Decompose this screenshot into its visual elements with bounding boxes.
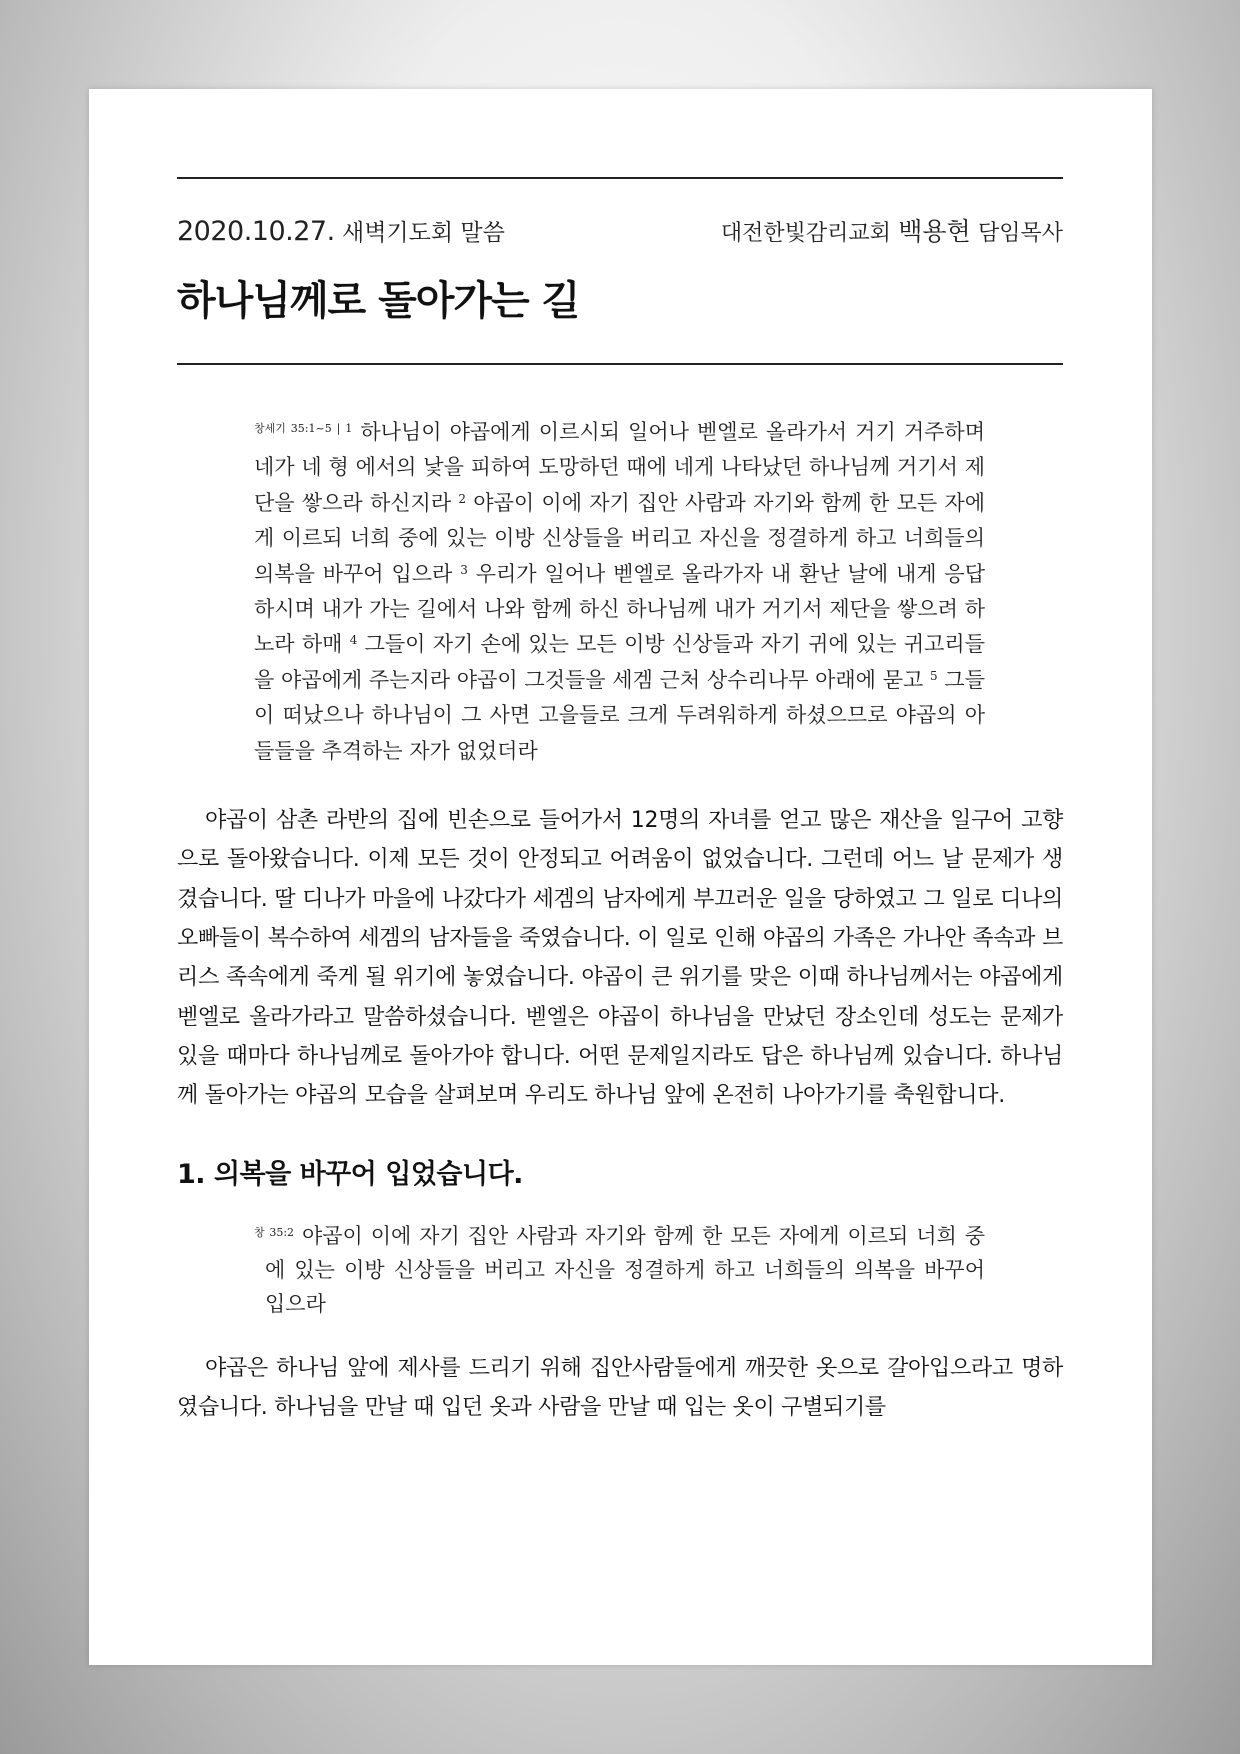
sermon-date-line bbox=[177, 217, 505, 248]
section-1-verse: 야곱이 이에 자기 집안 사람과 자기와 함께 한 모든 자에게 이르되 너희 중에 있는 이방 신상들을 버리고 자신을 정결하게 하고 너희들의 의복을 바꾸어 입으라 bbox=[265, 1223, 985, 1316]
section-1-reference: 창 35:2 bbox=[254, 1225, 295, 1239]
verse-5-number: 5 bbox=[930, 668, 938, 683]
section-1-verse-block bbox=[254, 1216, 985, 1321]
verse-1: 하나님이 야곱에게 이르시되 일어나 벧엘로 올라가서 거기 거주하며 네가 네 형 에서의 낯을 피하여 도망하던 때에 네게 나타났던 하나님께 거기서 제단을 쌓으라 하신지라 bbox=[254, 420, 985, 515]
church-name: 대전한빛감리교회 bbox=[720, 221, 891, 246]
section-1-scripture bbox=[254, 1216, 985, 1321]
title-divider bbox=[177, 363, 1063, 365]
section-1-heading: 1. 의복을 바꾸어 입었습니다. bbox=[177, 1159, 523, 1191]
sermon-meta bbox=[177, 217, 1063, 249]
section-1-paragraph: 야곱은 하나님 앞에 제사를 드리기 위해 집안사람들에게 깨끗한 옷으로 갈아입으라고 명하였습니다. 하나님을 만날 때 입던 옷과 사람을 만날 때 입는 옷이 구별되기를 bbox=[177, 1355, 1063, 1421]
service-name: 새벽기도회 말씀 bbox=[342, 220, 505, 246]
pastor-title: 담임목사 bbox=[977, 221, 1063, 246]
sermon-title: 하나님께로 돌아가는 길 bbox=[177, 278, 580, 324]
document-page bbox=[89, 89, 1152, 1665]
page-content bbox=[177, 177, 1063, 1449]
verse-2-number: 2 bbox=[458, 491, 467, 506]
scripture-passage bbox=[254, 411, 985, 769]
verse-2: 야곱이 이에 자기 집안 사람과 자기와 함께 한 모든 자에게 이르되 너희 중에 있는 이방 신상들을 버리고 자신을 정결하게 하고 너희들의 의복을 바꾸어 입으라 bbox=[254, 490, 985, 586]
sermon-date: 2020.10.27. bbox=[177, 216, 335, 247]
top-divider bbox=[177, 177, 1063, 179]
scripture-reference: 창세기 35:1~5 | 1 bbox=[254, 422, 353, 435]
verse-4-number: 4 bbox=[349, 633, 358, 648]
verse-3: 우리가 일어나 벧엘로 올라가자 내 환난 날에 내게 응답하시며 내가 가는 길에서 나와 함께 하신 하나님께 내가 거기서 제단을 쌓으려 하노라 하매 bbox=[254, 561, 985, 657]
intro-paragraph: 야곱이 삼촌 라반의 집에 빈손으로 들어가서 12명의 자녀를 얻고 많은 재산을 일구어 고향으로 돌아왔습니다. 이제 모든 것이 안정되고 어려움이 없었습니다. 그런데 어느 날 문제가 생겼습니다. 딸 디나가 마을에 나갔다가 세겜의 남자에게 부끄러운 일을 당하였고 그 일로 디나의 오빠들이 복수하여 세겜의 남자들을 죽였습니다. 이 일로 인해 야곱의 가족은 가나안 족속과 브리스 족속에게 죽게 될 위기에 놓였습니다. 야곱이 큰 위기를 맞은 이때 하나님께서는 야곱에게 벧엘로 올라가라고 말씀하셨습니다. 벧엘은 야곱이 하나님을 만났던 장소인데 성도는 문제가 있을 때마다 하나님께로 돌아가야 합니다. 어떤 문제일지라도 답은 하나님께 있습니다. 하나님께 돌아가는 야곱의 모습을 살펴보며 우리도 하나님 앞에 온전히 나아가기를 축원합니다. bbox=[177, 808, 1063, 1109]
preacher-line bbox=[721, 217, 1063, 249]
verse-3-number: 3 bbox=[460, 562, 468, 577]
verse-5: 그들이 떠났으나 하나님이 그 사면 고을들로 크게 두려워하게 하셨으므로 야곱의 아들들을 추격하는 자가 없었더라 bbox=[254, 667, 985, 763]
verse-4: 그들이 자기 손에 있는 모든 이방 신상들과 자기 귀에 있는 귀고리들을 야곱에게 주는지라 야곱이 그것들을 세겜 근처 상수리나무 아래에 묻고 bbox=[254, 632, 985, 692]
pastor-name: 백용현 bbox=[898, 217, 971, 246]
